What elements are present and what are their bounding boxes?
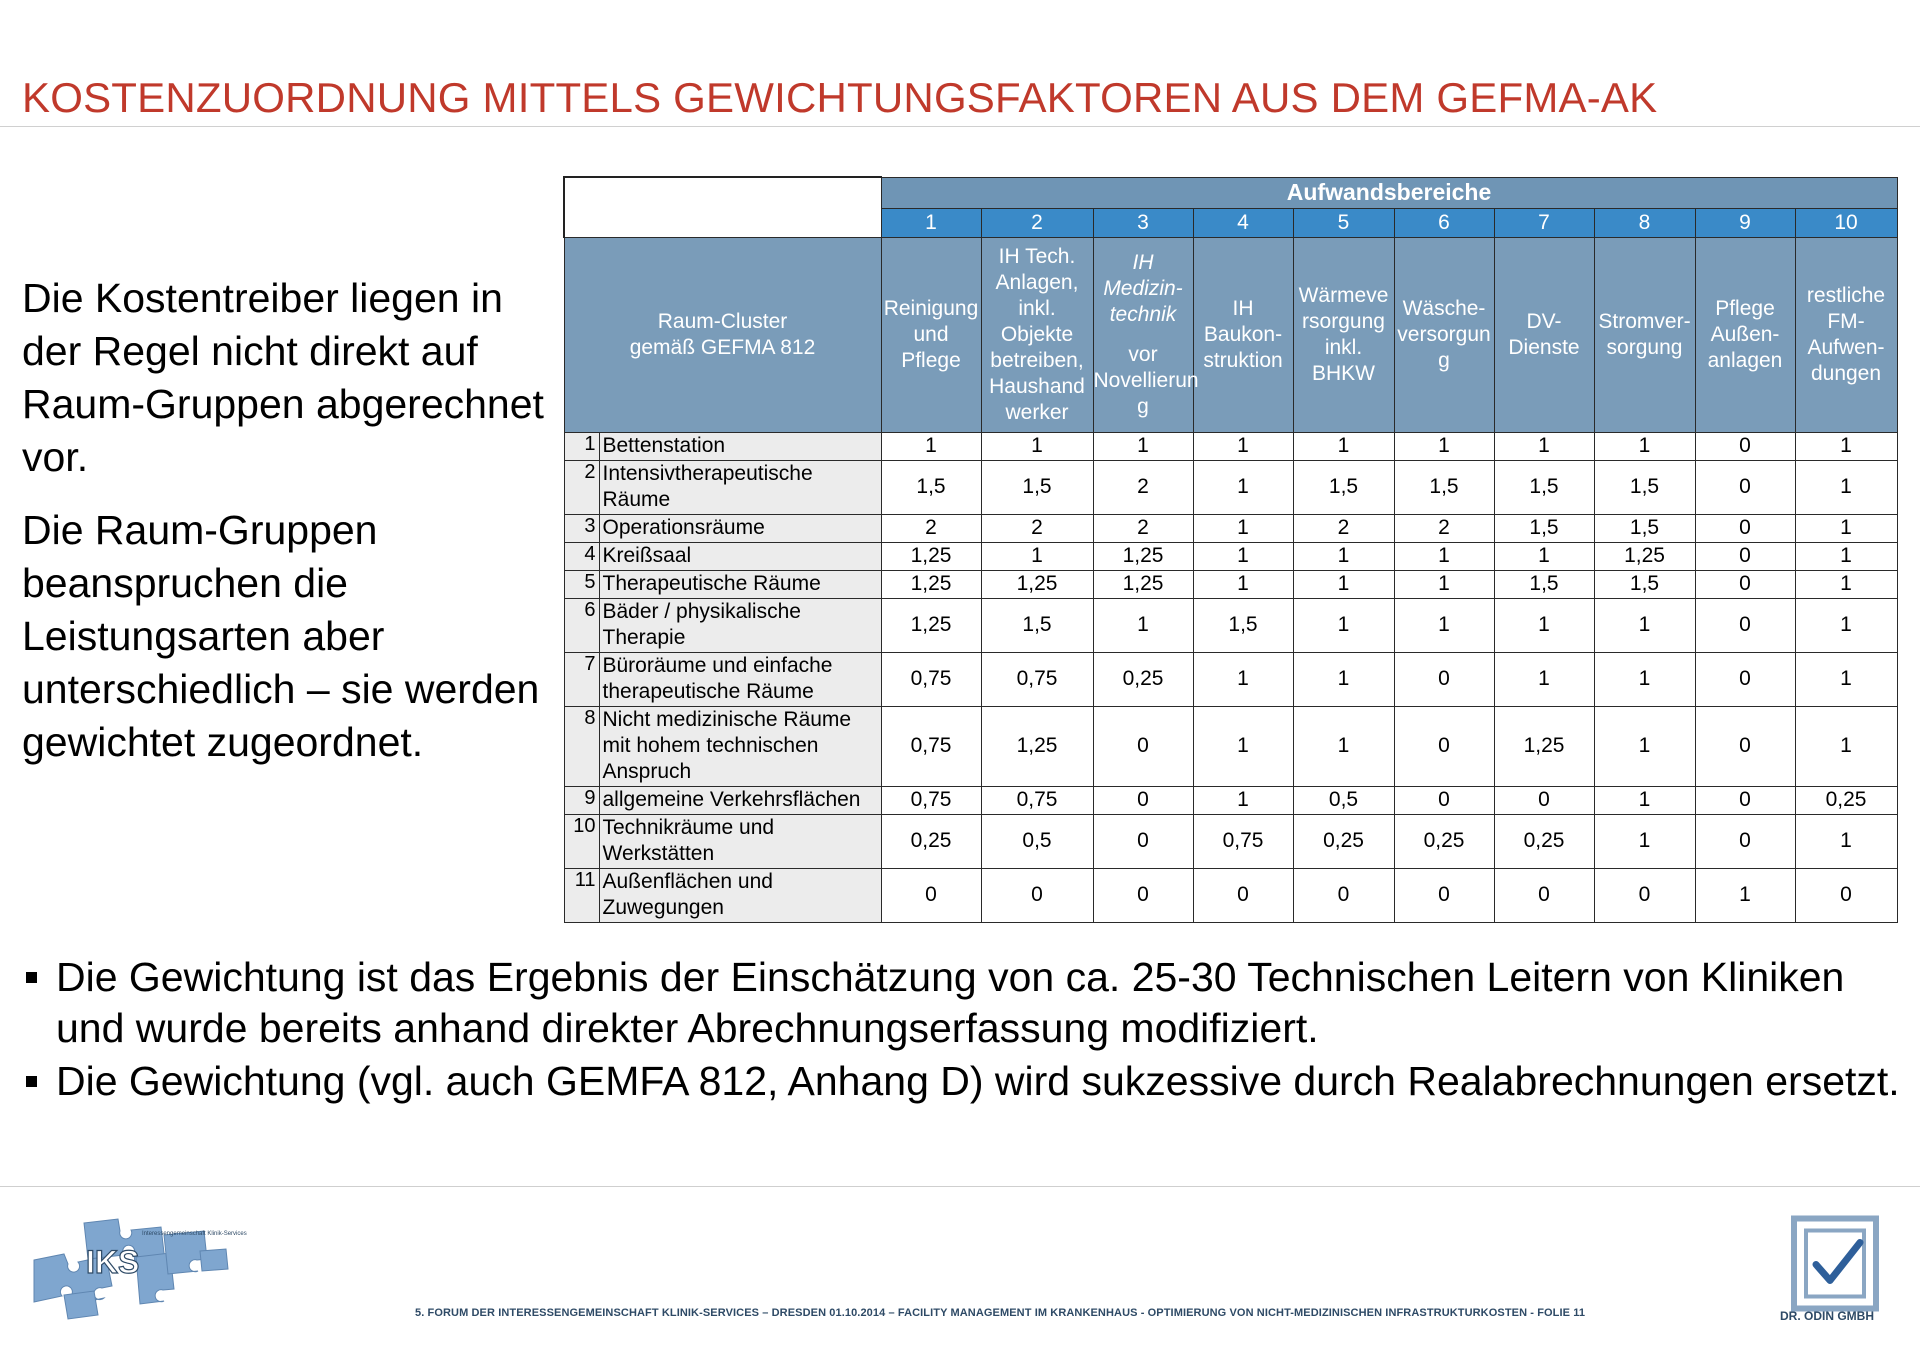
- weight-cell: 0: [1695, 514, 1795, 542]
- area-header-9: [1695, 237, 1795, 432]
- area-header-label: restliche FM-Aufwen-dungen: [1806, 283, 1886, 385]
- weight-cell: 1: [1293, 542, 1394, 570]
- row-number: 8: [564, 706, 599, 786]
- area-header-label: IH Baukon-struktion: [1203, 296, 1283, 372]
- weight-cell: 1: [1093, 432, 1193, 460]
- weight-cell: 0: [1695, 598, 1795, 652]
- row-number: 2: [564, 460, 599, 514]
- weight-cell: 0: [1695, 652, 1795, 706]
- row-label: Büroräume und einfache therapeutische Räume: [599, 652, 881, 706]
- weight-cell: 1: [1193, 542, 1293, 570]
- weight-cell: 2: [1093, 460, 1193, 514]
- table-row: [564, 542, 1897, 570]
- area-header-label: DV-Dienste: [1508, 309, 1580, 359]
- header-spacer: [1094, 328, 1193, 342]
- weight-cell: 1,5: [981, 460, 1093, 514]
- weight-cell: 1: [1594, 814, 1695, 868]
- weight-cell: 1: [881, 432, 981, 460]
- weight-cell: 0: [1093, 814, 1193, 868]
- weight-cell: 1,25: [881, 570, 981, 598]
- weight-cell: 0: [1494, 786, 1594, 814]
- table-row: [564, 514, 1897, 542]
- footer-divider: [0, 1186, 1920, 1187]
- area-header-label: IH Medizin-technik: [1103, 250, 1183, 326]
- table-row: [564, 868, 1897, 922]
- row-label: Intensivtherapeutische Räume: [599, 460, 881, 514]
- weight-cell: 1: [981, 542, 1093, 570]
- weight-cell: 1: [1394, 432, 1494, 460]
- weight-cell: 1,25: [881, 542, 981, 570]
- weight-cell: 1,25: [1093, 542, 1193, 570]
- weight-cell: 0,75: [881, 706, 981, 786]
- bullet-text: Die Gewichtung ist das Ergebnis der Einschätzung von ca. 25-30 Technischen Leitern von Kliniken und wurde bereits anhand direkter Abrechnungserfassung modifiziert.: [56, 954, 1845, 1051]
- weight-cell: 0: [1695, 460, 1795, 514]
- area-header-label: Wäsche-versorgun g: [1397, 296, 1491, 372]
- row-label: allgemeine Verkehrsflächen: [599, 786, 881, 814]
- area-number-5: 5: [1293, 208, 1394, 237]
- row-number: 9: [564, 786, 599, 814]
- weight-cell: 1: [1494, 432, 1594, 460]
- row-label: Technikräume und Werkstätten: [599, 814, 881, 868]
- weight-cell: 1: [1594, 598, 1695, 652]
- weight-cell: 1: [1193, 460, 1293, 514]
- weight-cell: 1: [1795, 706, 1897, 786]
- weight-cell: 0,25: [1494, 814, 1594, 868]
- row-number: 11: [564, 868, 599, 922]
- weight-cell: 0,75: [881, 652, 981, 706]
- weight-cell: 0,75: [981, 652, 1093, 706]
- row-number: 4: [564, 542, 599, 570]
- weight-cell: 1: [1394, 542, 1494, 570]
- lead-paragraph-2: Die Raum-Gruppen beanspruchen die Leistungsarten aber unterschiedlich – sie werden gewichtet zugeordnet.: [22, 507, 540, 765]
- weight-cell: 0: [1494, 868, 1594, 922]
- weight-cell: 1: [1795, 598, 1897, 652]
- weight-cell: 1: [1494, 598, 1594, 652]
- row-label: Außenflächen und Zuwegungen: [599, 868, 881, 922]
- area-header-row: [564, 237, 1897, 432]
- area-number-6: 6: [1394, 208, 1494, 237]
- weight-cell: 1: [1193, 786, 1293, 814]
- area-number-2: 2: [981, 208, 1093, 237]
- weight-cell: 2: [1293, 514, 1394, 542]
- weight-cell: 1: [1193, 432, 1293, 460]
- table-row: [564, 706, 1897, 786]
- weight-cell: 1: [1193, 706, 1293, 786]
- row-number: 6: [564, 598, 599, 652]
- weight-cell: 0: [1394, 868, 1494, 922]
- area-header-label: Pflege Außen-anlagen: [1707, 296, 1783, 372]
- weight-cell: 0,75: [981, 786, 1093, 814]
- area-header-label: IH Tech. Anlagen, inkl. Objekte betreiben, Haushand werker: [989, 244, 1085, 424]
- weight-cell: 1,25: [981, 570, 1093, 598]
- row-label: Bäder / physikalische Therapie: [599, 598, 881, 652]
- weight-cell: 1,5: [1594, 514, 1695, 542]
- weight-cell: 1: [1193, 514, 1293, 542]
- weight-cell: 0,75: [881, 786, 981, 814]
- weight-cell: 1: [1293, 432, 1394, 460]
- row-number: 10: [564, 814, 599, 868]
- area-header-10: [1795, 237, 1897, 432]
- row-label: Nicht medizinische Räume mit hohem technischen Anspruch: [599, 706, 881, 786]
- weight-cell: 0: [1695, 814, 1795, 868]
- weight-cell: 1,5: [1594, 460, 1695, 514]
- weight-cell: 1: [1394, 570, 1494, 598]
- area-number-3: 3: [1093, 208, 1193, 237]
- raum-cluster-label: Raum-Cluster gemäß GEFMA 812: [629, 309, 816, 359]
- area-header-8: [1594, 237, 1695, 432]
- weight-cell: 1: [1795, 652, 1897, 706]
- row-label: Bettenstation: [599, 432, 881, 460]
- weight-cell: 1: [981, 432, 1093, 460]
- weight-cell: 0: [1695, 542, 1795, 570]
- weight-cell: 2: [881, 514, 981, 542]
- bullet-item: [22, 1056, 1902, 1107]
- weight-cell: 1,25: [881, 598, 981, 652]
- area-number-8: 8: [1594, 208, 1695, 237]
- weight-cell: 1,25: [1093, 570, 1193, 598]
- area-header-label: Reinigung und Pflege: [883, 296, 979, 372]
- iks-logo-text: IKS: [86, 1244, 140, 1280]
- row-number: 1: [564, 432, 599, 460]
- row-label: Kreißsaal: [599, 542, 881, 570]
- raum-cluster-header: [564, 237, 881, 432]
- weight-cell: 1,5: [1394, 460, 1494, 514]
- weighting-table: [563, 176, 1898, 923]
- aufwandsbereiche-header: Aufwandsbereiche: [881, 177, 1897, 208]
- weight-cell: 0,25: [1394, 814, 1494, 868]
- weight-cell: 1: [1795, 814, 1897, 868]
- area-header-label: Stromver-sorgung: [1598, 309, 1691, 359]
- area-number-7: 7: [1494, 208, 1594, 237]
- odin-logo-text: DR. ODIN GMBH: [1780, 1309, 1874, 1323]
- weight-cell: 1,5: [1494, 514, 1594, 542]
- weight-cell: 2: [981, 514, 1093, 542]
- area-header-5: [1293, 237, 1394, 432]
- table-corner: [564, 177, 881, 237]
- weight-cell: 0: [1093, 706, 1193, 786]
- area-header-1: [881, 237, 981, 432]
- table-row: [564, 786, 1897, 814]
- bullet-square-icon: [26, 1076, 37, 1087]
- weight-cell: 1,25: [981, 706, 1093, 786]
- weight-cell: 1: [1293, 706, 1394, 786]
- weight-cell: 1: [1193, 570, 1293, 598]
- weight-cell: 1,5: [1293, 460, 1394, 514]
- weight-cell: 0: [1695, 432, 1795, 460]
- weight-cell: 0: [1293, 868, 1394, 922]
- weight-cell: 1: [1093, 598, 1193, 652]
- weight-cell: 1,5: [881, 460, 981, 514]
- table-row: [564, 814, 1897, 868]
- weight-cell: 1,5: [1193, 598, 1293, 652]
- weight-cell: 0: [1394, 706, 1494, 786]
- weight-cell: 2: [1093, 514, 1193, 542]
- weight-cell: 1: [1193, 652, 1293, 706]
- row-number: 5: [564, 570, 599, 598]
- weight-cell: 1: [1594, 786, 1695, 814]
- weight-cell: 0: [1093, 786, 1193, 814]
- weight-cell: 1,5: [1494, 460, 1594, 514]
- area-number-1: 1: [881, 208, 981, 237]
- table-row: [564, 460, 1897, 514]
- area-header-2: [981, 237, 1093, 432]
- bullet-text: Die Gewichtung (vgl. auch GEMFA 812, Anhang D) wird sukzessive durch Realabrechnungen ersetzt.: [56, 1058, 1900, 1104]
- footer-text: 5. FORUM DER INTERESSENGEMEINSCHAFT KLINIK-SERVICES – DRESDEN 01.10.2014 – FACILITY MANAGEMENT IM KRANKENHAUS - OPTIMIERUNG VON NICHT-MEDIZINISCHEN INFRASTRUKTURKOSTEN - FOLIE 11: [415, 1307, 1586, 1319]
- weight-cell: 0: [1795, 868, 1897, 922]
- iks-puzzle-logo: [24, 1205, 247, 1325]
- weight-cell: 1,25: [1494, 706, 1594, 786]
- weight-cell: 0,25: [1093, 652, 1193, 706]
- row-label: Operationsräume: [599, 514, 881, 542]
- area-number-10: 10: [1795, 208, 1897, 237]
- weight-cell: 1: [1695, 868, 1795, 922]
- weight-cell: 1: [1795, 542, 1897, 570]
- weight-cell: 0: [1394, 786, 1494, 814]
- weight-cell: 1: [1594, 706, 1695, 786]
- table-body: [564, 432, 1897, 922]
- weight-cell: 0,75: [1193, 814, 1293, 868]
- weight-cell: 1,25: [1594, 542, 1695, 570]
- row-number: 3: [564, 514, 599, 542]
- area-header-7: [1494, 237, 1594, 432]
- weight-cell: 1: [1795, 460, 1897, 514]
- weight-cell: 0,5: [981, 814, 1093, 868]
- weight-cell: 1,5: [981, 598, 1093, 652]
- table-row: [564, 598, 1897, 652]
- title-divider: [0, 126, 1920, 127]
- table-row: [564, 570, 1897, 598]
- weight-cell: 0: [881, 868, 981, 922]
- weight-cell: 1: [1795, 514, 1897, 542]
- weight-cell: 1: [1293, 652, 1394, 706]
- table-row: [564, 432, 1897, 460]
- weight-cell: 1: [1594, 432, 1695, 460]
- weight-cell: 0: [1695, 786, 1795, 814]
- bullet-square-icon: [26, 972, 37, 983]
- weight-cell: 1: [1594, 652, 1695, 706]
- weight-cell: 0,25: [1293, 814, 1394, 868]
- weight-cell: 0: [1695, 706, 1795, 786]
- area-header-note: vor Novellierun g: [1093, 342, 1199, 418]
- weight-cell: 0: [981, 868, 1093, 922]
- weight-cell: 1,5: [1594, 570, 1695, 598]
- weight-cell: 0: [1093, 868, 1193, 922]
- weight-cell: 1: [1494, 652, 1594, 706]
- lead-text: [22, 272, 552, 789]
- weight-cell: 2: [1394, 514, 1494, 542]
- weight-cell: 1: [1795, 570, 1897, 598]
- lead-paragraph-1: Die Kostentreiber liegen in der Regel nicht direkt auf Raum-Gruppen abgerechnet vor.: [22, 275, 544, 480]
- weight-cell: 1,5: [1494, 570, 1594, 598]
- row-number: 7: [564, 652, 599, 706]
- weight-cell: 0,25: [881, 814, 981, 868]
- weight-cell: 1: [1293, 598, 1394, 652]
- weight-cell: 1: [1494, 542, 1594, 570]
- weight-cell: 0: [1594, 868, 1695, 922]
- area-number-9: 9: [1695, 208, 1795, 237]
- slide-title: KOSTENZUORDNUNG MITTELS GEWICHTUNGSFAKTOREN AUS DEM GEFMA-AK: [22, 74, 1658, 121]
- area-number-4: 4: [1193, 208, 1293, 237]
- weight-cell: 0,5: [1293, 786, 1394, 814]
- table-row: [564, 652, 1897, 706]
- area-header-3: [1093, 237, 1199, 432]
- weight-cell: 1: [1795, 432, 1897, 460]
- bullet-list: [22, 952, 1902, 1109]
- weight-cell: 1: [1293, 570, 1394, 598]
- weight-cell: 0: [1695, 570, 1795, 598]
- weight-cell: 0: [1394, 652, 1494, 706]
- area-header-label: Wärmeve rsorgung inkl. BHKW: [1298, 283, 1389, 385]
- weight-cell: 0,25: [1795, 786, 1897, 814]
- area-header-6: [1394, 237, 1494, 432]
- row-label: Therapeutische Räume: [599, 570, 881, 598]
- area-header-4: [1193, 237, 1293, 432]
- weight-cell: 0: [1193, 868, 1293, 922]
- weight-cell: 1: [1394, 598, 1494, 652]
- odin-checkmark-logo: [1790, 1207, 1880, 1322]
- bullet-item: [22, 952, 1902, 1054]
- iks-logo-subtext: Interessengemeinschaft Klinik-Services: [142, 1231, 247, 1237]
